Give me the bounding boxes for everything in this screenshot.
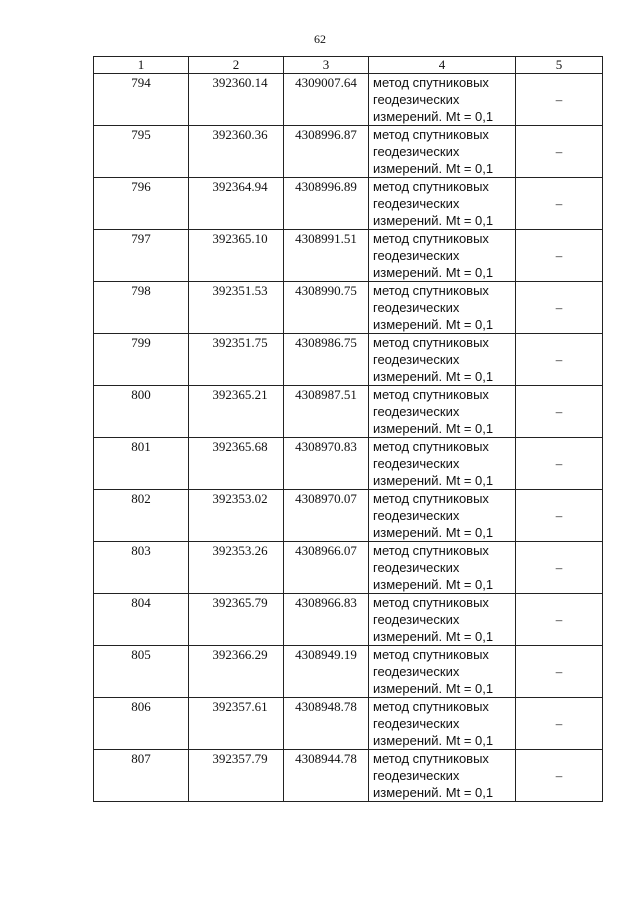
- point-number-cell: 805: [94, 646, 189, 698]
- point-number-cell: 802: [94, 490, 189, 542]
- method-cell: [369, 178, 516, 230]
- method-line: метод спутниковых: [373, 491, 489, 506]
- point-number-cell: 794: [94, 74, 189, 126]
- table-row: [94, 542, 603, 594]
- method-line: метод спутниковых: [373, 543, 489, 558]
- y-coordinate-cell: 4308970.07: [284, 490, 369, 542]
- point-number-cell: 799: [94, 334, 189, 386]
- header-col-5: 5: [516, 57, 603, 74]
- method-line: измерений. Mt = 0,1: [373, 161, 494, 176]
- point-number-cell: 804: [94, 594, 189, 646]
- header-row: [94, 57, 603, 74]
- method-cell: [369, 594, 516, 646]
- point-number-cell: 801: [94, 438, 189, 490]
- y-coordinate-cell: 4308970.83: [284, 438, 369, 490]
- note-cell: –: [516, 646, 603, 698]
- method-line: метод спутниковых: [373, 699, 489, 714]
- table-row: [94, 334, 603, 386]
- header-col-3: 3: [284, 57, 369, 74]
- method-line: метод спутниковых: [373, 751, 489, 766]
- x-coordinate-cell: 392366.29: [189, 646, 284, 698]
- method-cell: [369, 126, 516, 178]
- header-col-1: 1: [94, 57, 189, 74]
- table-row: [94, 438, 603, 490]
- table-row: [94, 750, 603, 802]
- method-line: измерений. Mt = 0,1: [373, 629, 494, 644]
- method-line: метод спутниковых: [373, 75, 489, 90]
- note-cell: –: [516, 126, 603, 178]
- method-line: геодезических: [373, 248, 460, 263]
- y-coordinate-cell: 4308991.51: [284, 230, 369, 282]
- note-cell: –: [516, 178, 603, 230]
- method-line: геодезических: [373, 716, 460, 731]
- method-line: метод спутниковых: [373, 595, 489, 610]
- method-cell: [369, 386, 516, 438]
- table-row: [94, 74, 603, 126]
- note-cell: –: [516, 490, 603, 542]
- method-line: геодезических: [373, 92, 460, 107]
- method-line: измерений. Mt = 0,1: [373, 785, 494, 800]
- method-line: измерений. Mt = 0,1: [373, 109, 494, 124]
- y-coordinate-cell: 4308944.78: [284, 750, 369, 802]
- header-col-2: 2: [189, 57, 284, 74]
- method-line: измерений. Mt = 0,1: [373, 317, 494, 332]
- table-row: [94, 698, 603, 750]
- table-row: [94, 646, 603, 698]
- method-line: метод спутниковых: [373, 647, 489, 662]
- y-coordinate-cell: 4308948.78: [284, 698, 369, 750]
- note-cell: –: [516, 438, 603, 490]
- point-number-cell: 806: [94, 698, 189, 750]
- method-line: геодезических: [373, 664, 460, 679]
- x-coordinate-cell: 392365.68: [189, 438, 284, 490]
- y-coordinate-cell: 4308966.83: [284, 594, 369, 646]
- y-coordinate-cell: 4308986.75: [284, 334, 369, 386]
- y-coordinate-cell: 4308949.19: [284, 646, 369, 698]
- table-row: [94, 230, 603, 282]
- method-line: метод спутниковых: [373, 231, 489, 246]
- note-cell: –: [516, 230, 603, 282]
- header-col-4: 4: [369, 57, 516, 74]
- method-cell: [369, 438, 516, 490]
- y-coordinate-cell: 4308966.07: [284, 542, 369, 594]
- method-line: измерений. Mt = 0,1: [373, 525, 494, 540]
- method-line: метод спутниковых: [373, 387, 489, 402]
- method-line: измерений. Mt = 0,1: [373, 577, 494, 592]
- table-row: [94, 126, 603, 178]
- method-line: метод спутниковых: [373, 439, 489, 454]
- method-line: измерений. Mt = 0,1: [373, 733, 494, 748]
- table-row: [94, 490, 603, 542]
- x-coordinate-cell: 392357.79: [189, 750, 284, 802]
- y-coordinate-cell: 4308996.87: [284, 126, 369, 178]
- point-number-cell: 795: [94, 126, 189, 178]
- x-coordinate-cell: 392351.75: [189, 334, 284, 386]
- x-coordinate-cell: 392360.14: [189, 74, 284, 126]
- table-row: [94, 282, 603, 334]
- method-cell: [369, 646, 516, 698]
- method-cell: [369, 698, 516, 750]
- method-line: геодезических: [373, 612, 460, 627]
- table-row: [94, 178, 603, 230]
- method-line: геодезических: [373, 196, 460, 211]
- note-cell: –: [516, 542, 603, 594]
- method-line: метод спутниковых: [373, 127, 489, 142]
- table-body: [94, 57, 603, 802]
- point-number-cell: 798: [94, 282, 189, 334]
- y-coordinate-cell: 4308987.51: [284, 386, 369, 438]
- x-coordinate-cell: 392360.36: [189, 126, 284, 178]
- x-coordinate-cell: 392351.53: [189, 282, 284, 334]
- method-line: метод спутниковых: [373, 283, 489, 298]
- x-coordinate-cell: 392353.02: [189, 490, 284, 542]
- method-cell: [369, 282, 516, 334]
- page-number: 62: [314, 32, 326, 46]
- point-number-cell: 797: [94, 230, 189, 282]
- method-line: измерений. Mt = 0,1: [373, 421, 494, 436]
- method-cell: [369, 74, 516, 126]
- method-line: геодезических: [373, 456, 460, 471]
- x-coordinate-cell: 392357.61: [189, 698, 284, 750]
- point-number-cell: 800: [94, 386, 189, 438]
- method-line: измерений. Mt = 0,1: [373, 369, 494, 384]
- method-line: геодезических: [373, 768, 460, 783]
- method-line: геодезических: [373, 508, 460, 523]
- note-cell: –: [516, 74, 603, 126]
- method-line: измерений. Mt = 0,1: [373, 265, 494, 280]
- y-coordinate-cell: 4308990.75: [284, 282, 369, 334]
- method-line: метод спутниковых: [373, 335, 489, 350]
- method-cell: [369, 542, 516, 594]
- x-coordinate-cell: 392365.79: [189, 594, 284, 646]
- y-coordinate-cell: 4309007.64: [284, 74, 369, 126]
- method-line: измерений. Mt = 0,1: [373, 681, 494, 696]
- x-coordinate-cell: 392353.26: [189, 542, 284, 594]
- point-number-cell: 803: [94, 542, 189, 594]
- method-cell: [369, 230, 516, 282]
- method-cell: [369, 334, 516, 386]
- method-cell: [369, 750, 516, 802]
- y-coordinate-cell: 4308996.89: [284, 178, 369, 230]
- note-cell: –: [516, 750, 603, 802]
- table-row: [94, 594, 603, 646]
- note-cell: –: [516, 698, 603, 750]
- point-number-cell: 807: [94, 750, 189, 802]
- method-cell: [369, 490, 516, 542]
- x-coordinate-cell: 392364.94: [189, 178, 284, 230]
- x-coordinate-cell: 392365.21: [189, 386, 284, 438]
- method-line: геодезических: [373, 352, 460, 367]
- method-line: геодезических: [373, 404, 460, 419]
- table-row: [94, 386, 603, 438]
- note-cell: –: [516, 282, 603, 334]
- method-line: измерений. Mt = 0,1: [373, 473, 494, 488]
- method-line: геодезических: [373, 144, 460, 159]
- note-cell: –: [516, 594, 603, 646]
- note-cell: –: [516, 386, 603, 438]
- x-coordinate-cell: 392365.10: [189, 230, 284, 282]
- method-line: геодезических: [373, 560, 460, 575]
- method-line: измерений. Mt = 0,1: [373, 213, 494, 228]
- note-cell: –: [516, 334, 603, 386]
- method-line: метод спутниковых: [373, 179, 489, 194]
- point-number-cell: 796: [94, 178, 189, 230]
- coordinates-table: [93, 56, 603, 802]
- method-line: геодезических: [373, 300, 460, 315]
